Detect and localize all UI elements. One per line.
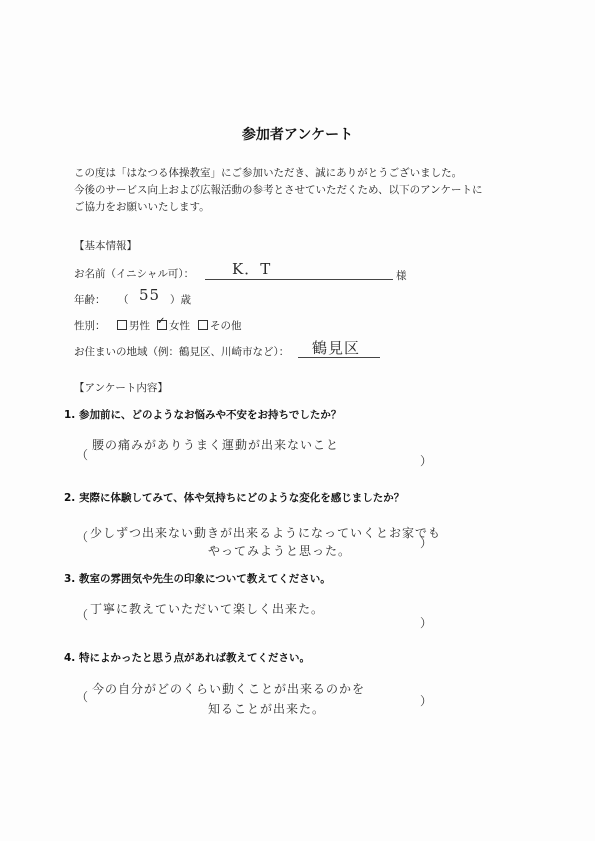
area-value: 鶴見区 xyxy=(312,339,361,357)
intro-line-3: ご協力をお願いいたします。 xyxy=(74,201,210,213)
female-checkbox[interactable] xyxy=(157,320,167,330)
basic-info-heading: 【基本情報】 xyxy=(74,240,137,252)
page-title: 参加者アンケート xyxy=(241,127,354,143)
answer-3-open-paren: （ xyxy=(76,608,89,622)
age-value: 55 xyxy=(139,286,161,304)
age-close: ）歳 xyxy=(170,294,191,306)
male-checkbox[interactable] xyxy=(117,320,127,330)
name-label: お名前（イニシャル可）： xyxy=(74,268,195,280)
answer-2-close-paren: ） xyxy=(420,536,433,550)
answer-4-open-paren: （ xyxy=(76,690,89,704)
survey-heading: 【アンケート内容】 xyxy=(74,382,168,394)
name-value: K．T xyxy=(232,260,272,278)
answer-2-line-1: 少しずつ出来ない動きが出来るようになっていくとお家でも xyxy=(90,526,442,540)
gender-option-other: その他 xyxy=(198,318,242,333)
gender-label: 性別： xyxy=(74,320,106,332)
age-label: 年齢： xyxy=(74,294,106,306)
answer-1-line-1: 腰の痛みがありうまく運動が出来ないこと xyxy=(92,438,340,452)
question-2: 2. 実際に体験してみて、体や気持ちにどのような変化を感じましたか？ xyxy=(64,492,405,504)
gender-option-male: 男性 xyxy=(117,318,150,333)
intro-line-2: 今後のサービス向上および広報活動の参考とさせていただくため、以下のアンケートに xyxy=(74,184,483,196)
area-label: お住まいの地域（例：鶴見区、川崎市など）： xyxy=(74,346,290,358)
question-1: 1. 参加前に、どのようなお悩みや不安をお持ちでしたか？ xyxy=(64,409,342,421)
answer-3-line-1: 丁寧に教えていただいて楽しく出来た。 xyxy=(90,602,325,616)
answer-4-line-1: 今の自分がどのくらい動くことが出来るのかを xyxy=(92,682,366,696)
answer-4-close-paren: ） xyxy=(420,694,433,708)
question-3: 3. 教室の雰囲気や先生の印象について教えてください。 xyxy=(64,573,331,585)
answer-4-line-2: 知ることが出来た。 xyxy=(208,702,326,716)
other-checkbox[interactable] xyxy=(198,320,208,330)
question-4: 4. 特によかったと思う点があれば教えてください。 xyxy=(64,652,310,664)
gender-option-female: ✓ 女性 xyxy=(157,318,190,333)
answer-3-close-paren: ） xyxy=(420,616,433,630)
answer-2-open-paren: （ xyxy=(76,530,89,544)
answer-1-open-paren: （ xyxy=(76,448,89,462)
intro-line-1: この度は「はなつる体操教室」にご参加いただき、誠にありがとうございました。 xyxy=(74,167,463,179)
answer-1-close-paren: ） xyxy=(420,454,433,468)
answer-2-line-2: やってみようと思った。 xyxy=(208,544,352,558)
name-suffix: 様 xyxy=(396,270,407,282)
area-underline xyxy=(298,357,380,358)
age-open-paren: （ xyxy=(118,294,129,306)
name-underline xyxy=(205,279,393,280)
